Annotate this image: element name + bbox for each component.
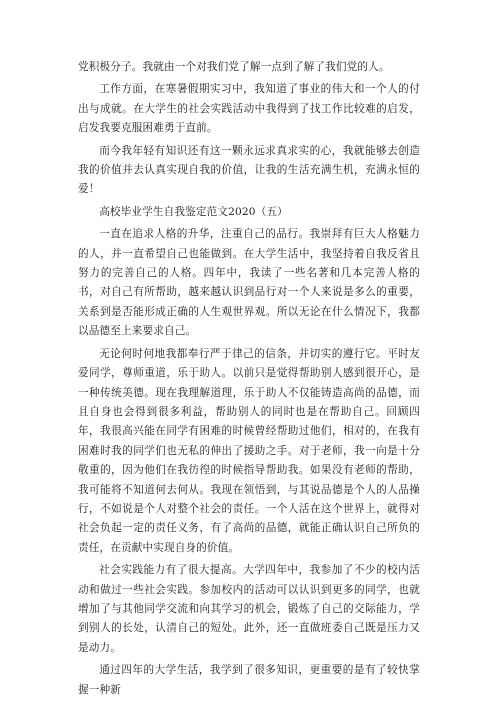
paragraph-conclusion: 通过四年的大学生活，我学到了很多知识，更重要的是有了较快掌握一种新 [78, 664, 420, 696]
paragraph-work: 工作方面，在寒暑假期实习中，我知道了事业的伟大和一个人的付出与成就。在大学生的社会实践活动中我得到了找工作比较难的启发，启发我要克服困难勇于直前。 [78, 83, 420, 135]
paragraph-practice: 社会实践能力有了很大提高。大学四年中，我参加了不少的校内活动和做过一些社会实践。参加校内的活动可以认识到更多的同学，也就增加了与其他同学交流和向其学习的机会，锻炼了自己的交际能力，学到别人的长处，认清自己的短处。此外，还一直做班委自己既是压力又是动力。 [78, 564, 420, 654]
paragraph-continuation: 党积极分子。我就由一个对我们党了解一点到了解了我们党的人。 [78, 61, 390, 73]
paragraph-character: 一直在追求人格的升华，注重自己的品行。我崇拜有巨大人格魅力的人，并一直希望自己也能做到。在大学生活中，我坚持着自我反省且努力的完善自己的人格。四年中，我读了一些名著和几本完善人格的书，对自己有所帮助，越来越认识到品行对一个人来说是多么的重要，关系到是否能形成正确的人生观世界观。所以无论在什么情况下，我都以品德至上来要求自己。 [78, 228, 420, 338]
paragraph-closing: 而今我年轻有知识还有这一颗永远求真求实的心，我就能够去创造我的价值并去认真实现自我的价值，让我的生活充满生机，充满永恒的爱！ [78, 144, 420, 196]
paragraph-discipline: 无论何时何地我都奉行严于律己的信条，并切实的遵行它。平时友爱同学，尊师重道，乐于助人。以前只是觉得帮助别人感到很开心，是一种传统美德。现在我理解道理，乐于助人不仅能铸造高尚的品德，而且自身也会得到很多利益，帮助别人的同时也是在帮助自己。回顾四年，我很高兴能在同学有困难的时候曾经帮助过他们，相对的，在我有困难时我的同学们也无私的伸出了援助之手。对于老师，我一向是十分敬重的，因为他们在我彷徨的时候指导帮助我。如果没有老师的帮助，我可能将不知道何去何从。我现在领悟到，与其说品德是个人的人品操行，不如说是个人对整个社会的责任。一个人活在这个世界上，就得对社会负起一定的责任义务，有了高尚的品德，就能正确认识自己所负的责任，在贡献中实现自身的价值。 [78, 347, 420, 554]
document-page [78, 58, 420, 703]
section-heading: 高校毕业学生自我鉴定范文2020（五） [99, 205, 288, 218]
